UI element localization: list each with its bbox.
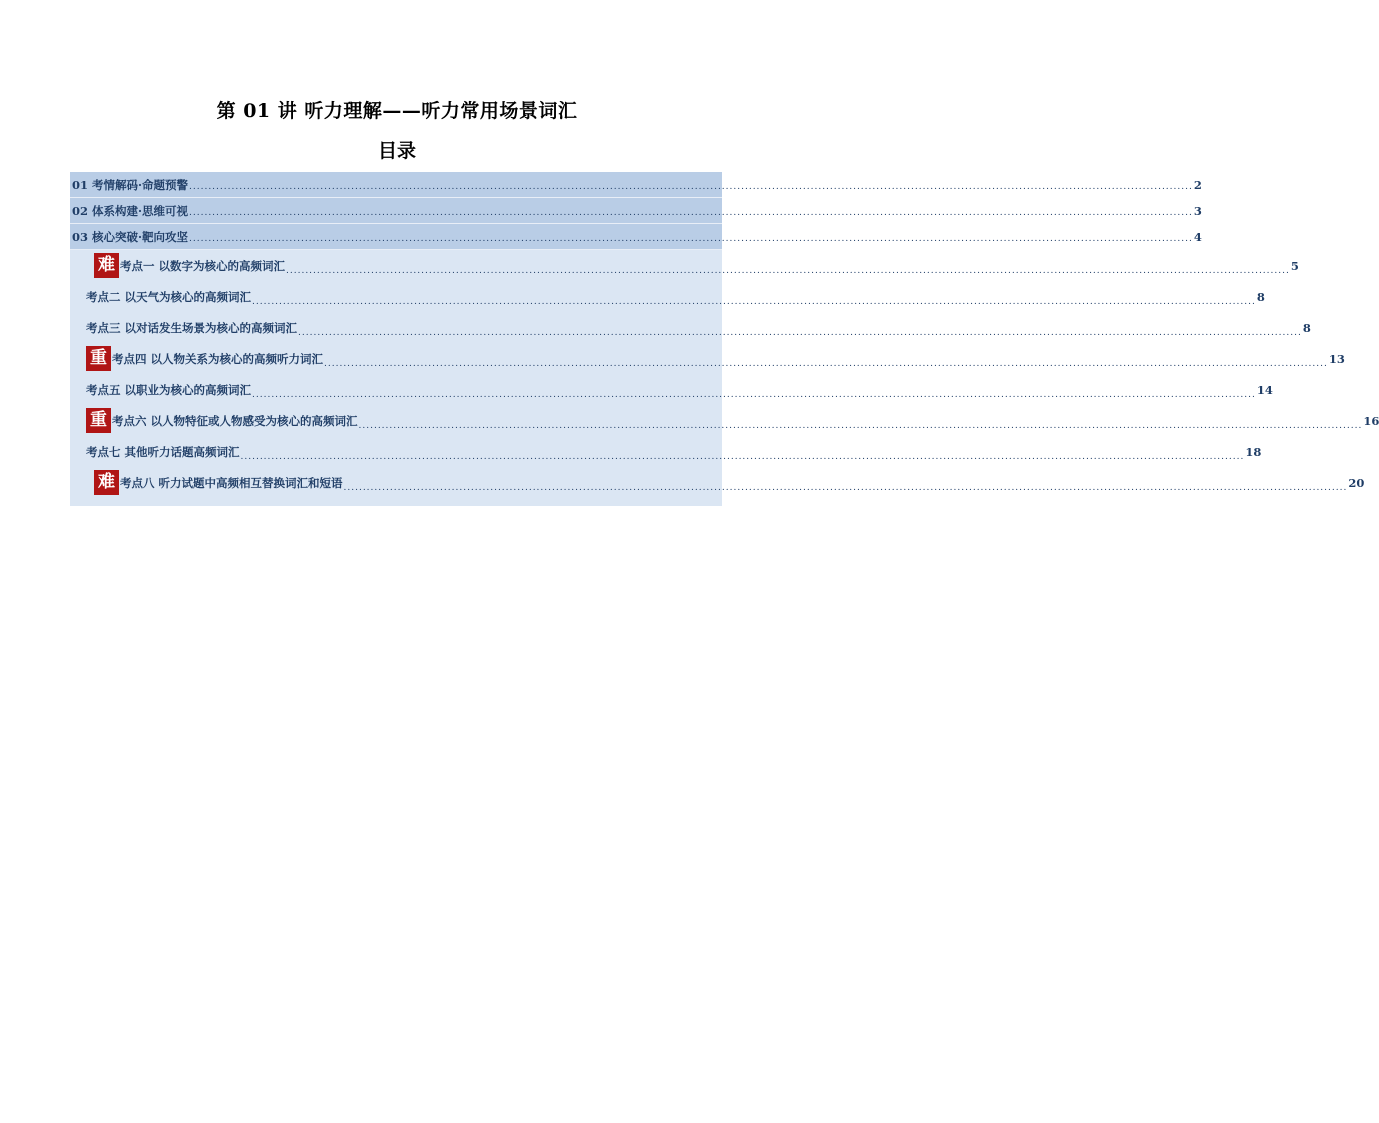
toc-page-number: 13 — [1328, 351, 1345, 366]
toc-item-6[interactable] — [70, 405, 1379, 436]
toc-section-2[interactable] — [70, 198, 1202, 224]
toc-item-label: 考点六 以人物特征或人物感受为核心的高频词汇 — [112, 413, 358, 428]
toc-item-4[interactable] — [70, 343, 1345, 374]
toc-leader-dots: .................................................................................................................................................................................................................................................................... — [358, 421, 1363, 431]
toc-section-1[interactable] — [70, 172, 1202, 198]
toc-page-number: 5 — [1290, 258, 1299, 273]
toc-item-5[interactable] — [70, 374, 1273, 405]
toc-item-label: 考点二 以天气为核心的高频词汇 — [86, 289, 252, 304]
difficulty-badge: 难 — [94, 253, 119, 278]
toc-page-number: 4 — [1193, 229, 1202, 244]
toc-page-number: 16 — [1363, 413, 1379, 428]
toc-leader-dots: .................................................................................................................................................................................................................................................................... — [240, 452, 1245, 462]
toc-leader-dots: .................................................................................................................................................................................................................................................................... — [252, 390, 1256, 400]
toc-item-3[interactable] — [70, 312, 1311, 343]
toc-section-label: 03 核心突破·靶向攻坚 — [72, 229, 189, 244]
toc-leader-dots: .................................................................................................................................................................................................................................................................... — [189, 208, 1193, 218]
toc-page-number: 8 — [1256, 289, 1265, 304]
toc-item-8[interactable] — [70, 467, 1365, 498]
toc-leader-dots: .................................................................................................................................................................................................................................................................... — [189, 182, 1193, 192]
toc-item-label: 考点三 以对话发生场景为核心的高频词汇 — [86, 320, 298, 335]
importance-badge: 重 — [86, 346, 111, 371]
toc-item-1[interactable] — [70, 250, 1299, 281]
toc-page-number: 3 — [1193, 203, 1202, 218]
toc-item-label: 考点一 以数字为核心的高频词汇 — [120, 258, 286, 273]
toc-item-7[interactable] — [70, 436, 1262, 467]
toc-page-number: 18 — [1245, 444, 1262, 459]
toc-leader-dots: .................................................................................................................................................................................................................................................................... — [286, 266, 1290, 276]
toc-page-number: 14 — [1256, 382, 1273, 397]
toc-section-label: 02 体系构建·思维可视 — [72, 203, 189, 218]
toc-leader-dots: .................................................................................................................................................................................................................................................................... — [324, 359, 1328, 369]
toc-page-number: 2 — [1193, 177, 1202, 192]
toc-page-number: 20 — [1348, 475, 1365, 490]
toc-leader-dots: .................................................................................................................................................................................................................................................................... — [189, 234, 1193, 244]
table-of-contents — [70, 172, 1379, 506]
importance-badge: 重 — [86, 408, 111, 433]
toc-section-label: 01 考情解码·命题预警 — [72, 177, 189, 192]
toc-item-label: 考点七 其他听力话题高频词汇 — [86, 444, 240, 459]
toc-section-3[interactable] — [70, 224, 1202, 250]
toc-item-label: 考点五 以职业为核心的高频词汇 — [86, 382, 252, 397]
toc-heading: 目录 — [377, 140, 416, 162]
document-title: 第 01 讲 听力理解——听力常用场景词汇 — [216, 100, 578, 122]
toc-page-number: 8 — [1302, 320, 1311, 335]
toc-bottom-padding — [70, 498, 722, 506]
toc-item-label: 考点八 听力试题中高频相互替换词汇和短语 — [120, 475, 343, 490]
toc-leader-dots: .................................................................................................................................................................................................................................................................... — [252, 297, 1256, 307]
toc-item-label: 考点四 以人物关系为核心的高频听力词汇 — [112, 351, 324, 366]
toc-leader-dots: .................................................................................................................................................................................................................................................................... — [298, 328, 1302, 338]
toc-item-2[interactable] — [70, 281, 1265, 312]
difficulty-badge: 难 — [94, 470, 119, 495]
toc-leader-dots: .................................................................................................................................................................................................................................................................... — [343, 483, 1348, 493]
